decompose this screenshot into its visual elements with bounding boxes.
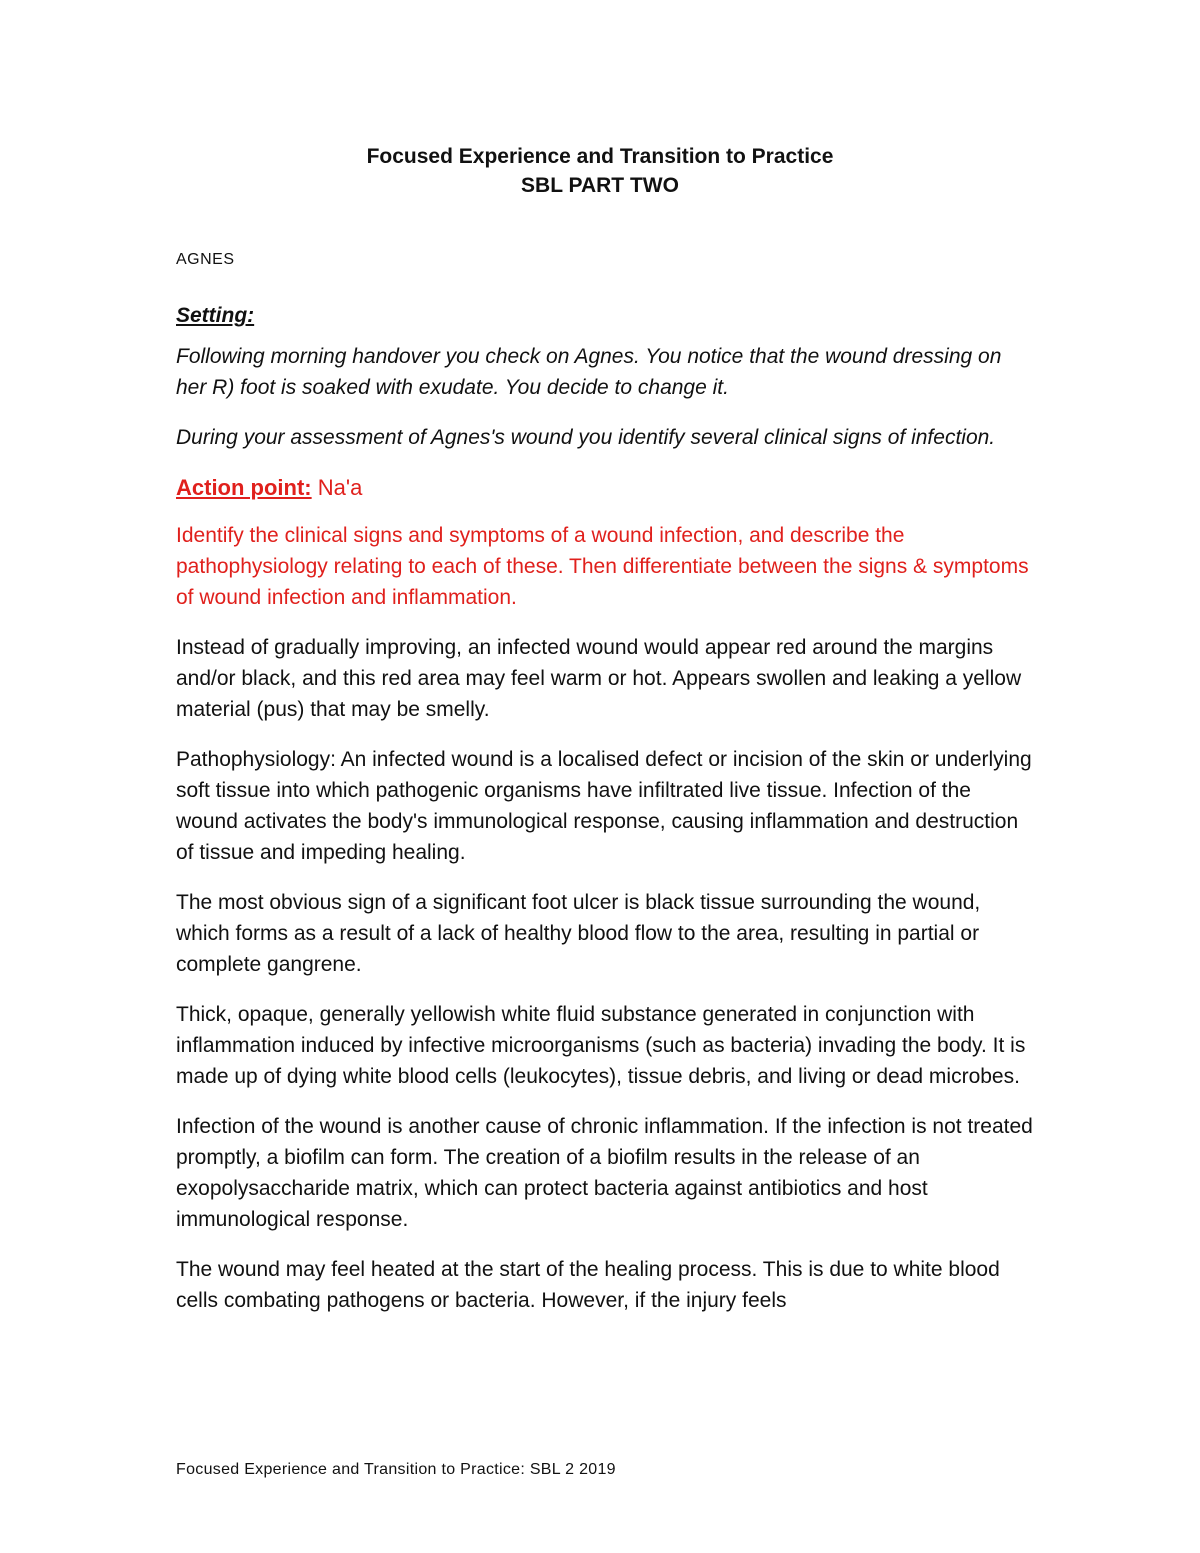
setting-heading: Setting: <box>176 304 255 327</box>
body-paragraph: The wound may feel heated at the start of the healing process. This is due to white blood cells combating pathogens or bacteria. However, if the injury feels <box>176 1258 1000 1312</box>
body-paragraph: Instead of gradually improving, an infected wound would appear red around the margins and/or black, and this red area may feel warm or hot. Appears swollen and leaking a yellow material (pus) that may be smelly. <box>176 636 1022 721</box>
body-paragraph: Pathophysiology: An infected wound is a localised defect or incision of the skin or underlying soft tissue into which pathogenic organisms have infiltrated live tissue. Infection of the wound activates the body's immunological response, causing inflammation and destruction of tissue and impeding healing. <box>176 748 1032 864</box>
document-title <box>0 142 1200 200</box>
action-point-instruction: Identify the clinical signs and symptoms of a wound infection, and describe the pathophysiology relating to each of these. Then differentiate between the signs & symptoms of wound infection and inflammation. <box>176 524 1029 609</box>
body-paragraph: Infection of the wound is another cause of chronic inflammation. If the infection is not treated promptly, a biofilm can form. The creation of a biofilm results in the release of an exopolysaccharide matrix, which can protect bacteria against antibiotics and host immunological response. <box>176 1115 1033 1231</box>
document-body <box>176 246 1036 1335</box>
patient-name: AGNES <box>176 251 235 268</box>
body-paragraph: Thick, opaque, generally yellowish white fluid substance generated in conjunction with inflammation induced by infective microorganisms (such as bacteria) invading the body. It is made up of dying white blood cells (leukocytes), tissue debris, and living or dead microbes. <box>176 1003 1026 1088</box>
setting-paragraph: During your assessment of Agnes's wound you identify several clinical signs of infection. <box>176 426 996 449</box>
page-footer: Focused Experience and Transition to Practice: SBL 2 2019 <box>176 1461 616 1478</box>
title-line-2: SBL PART TWO <box>521 174 679 197</box>
action-point <box>176 472 1036 503</box>
setting-paragraph: Following morning handover you check on Agnes. You notice that the wound dressing on her R) foot is soaked with exudate. You decide to change it. <box>176 345 1002 399</box>
action-point-value: Na'a <box>311 475 363 500</box>
body-paragraph: The most obvious sign of a significant foot ulcer is black tissue surrounding the wound, which forms as a result of a lack of healthy blood flow to the area, resulting in partial or complete gangrene. <box>176 891 981 976</box>
action-point-label: Action point: <box>176 475 312 500</box>
title-line-1: Focused Experience and Transition to Practice <box>366 145 834 168</box>
